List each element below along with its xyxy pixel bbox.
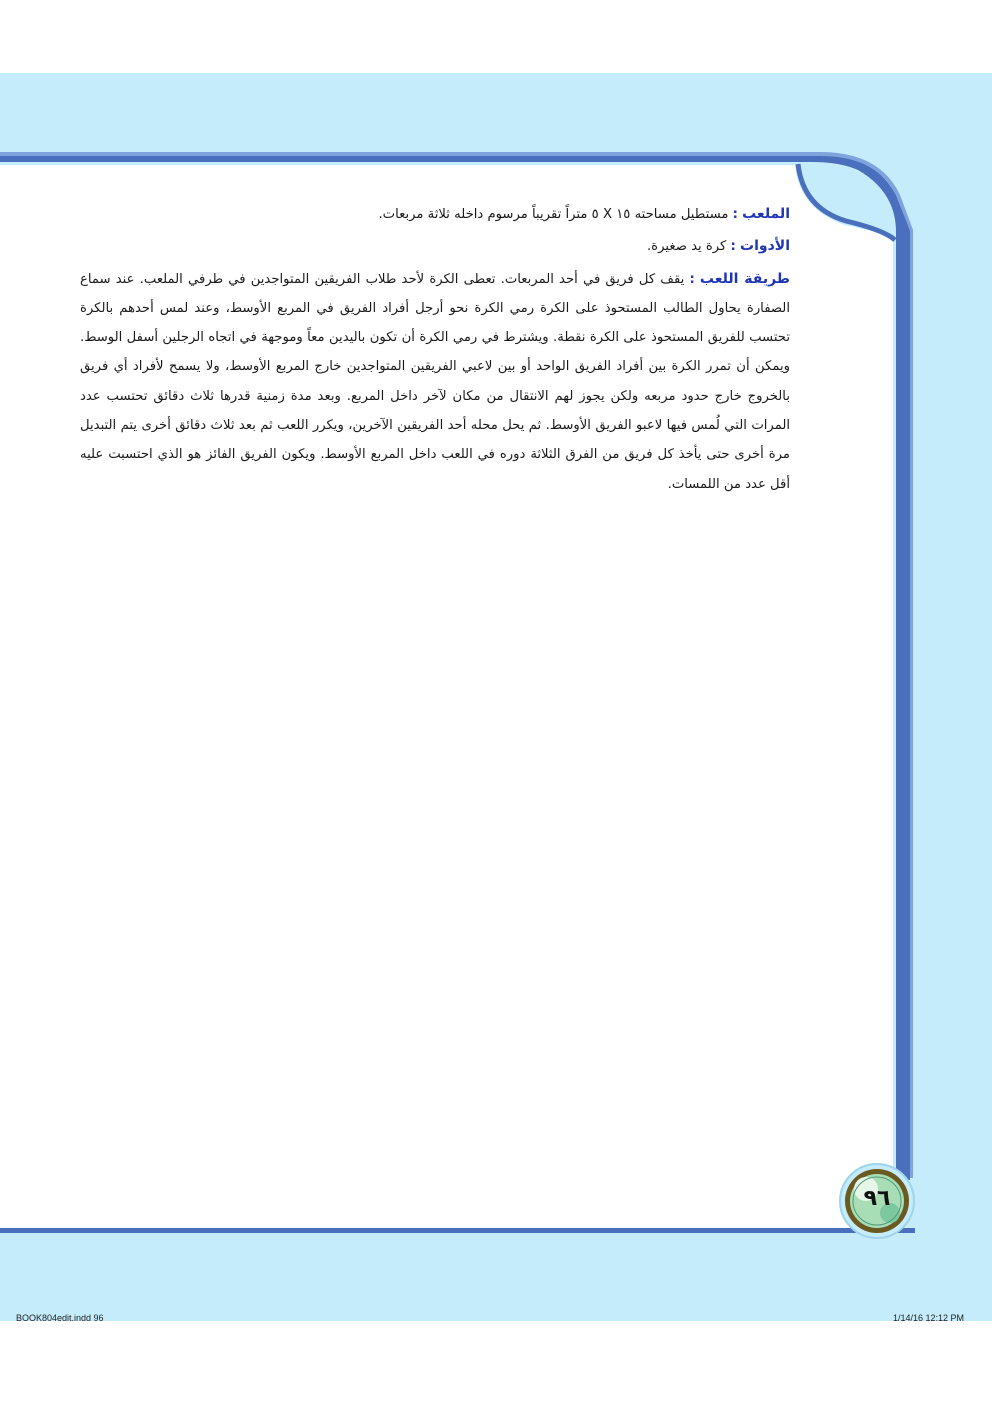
bottom-bar (0, 1228, 915, 1233)
field-separator: : (732, 207, 738, 222)
method-label: طريقة اللعب (699, 270, 790, 287)
tools-text: كرة يد صغيرة. (646, 239, 727, 255)
page-number: ٩٦ (863, 1186, 891, 1211)
tools-separator: : (730, 239, 736, 255)
slug-file: BOOK804edit.indd 96 (16, 1313, 104, 1323)
field-label: الملعب (742, 206, 790, 222)
slug-timestamp: 1/14/16 12:12 PM (892, 1313, 964, 1323)
content-body (80, 200, 790, 499)
field-paragraph (80, 200, 790, 229)
field-text: مستطيل مساحته ١٥ X ٥ متراً تقريباً مرسوم داخله ثلاثة مربعات. (378, 207, 729, 222)
method-separator: : (689, 271, 695, 287)
method-text: يقف كل فريق في أحد المربعات. تعطى الكرة لأحد طلاب الفريقين المتواجدين في طرفي الملعب. عند سماع الصفارة يحاول الطالب المستحوذ على الكرة رمي الكرة نحو أرجل أفراد الفريق في المربع الأوسط، وعند لمس أحدهم بالكرة تحتسب للفريق المستحوذ على الكرة نقطة. ويشترط في رمي الكرة أن تكون باليدين معاً وموجهة في اتجاه الرجلين أسفل الوسط. ويمكن أن تمرر الكرة بين أفراد الفريق الواحد أو بين لاعبي الفريقين المتواجدين خارج المربع الأوسط، ولا يسمح لأفراد أي فريق بالخروج خارج حدود مربعه ولكن يجوز لهم الانتقال من مكان لآخر داخل المربع. وبعد مدة زمنية قدرها ثلاث دقائق تحتسب عدد المرات التي لُمس فيها لاعبو الفريق الأوسط. ثم يحل محله أحد الفريقين الآخرين، ويكرر اللعب ثم بعد ثلاث دقائق أخرى يتم التبديل مرة أخرى حتى يأخذ كل فريق من الفرق الثلاثة دوره في اللعب داخل المربع الأوسط. ويكون الفريق الفائز هو الذي احتسبت عليه أقل عدد من اللمسات. (80, 271, 790, 492)
tools-paragraph (80, 232, 790, 261)
tools-label: الأدوات (740, 238, 790, 255)
method-paragraph (80, 265, 790, 499)
